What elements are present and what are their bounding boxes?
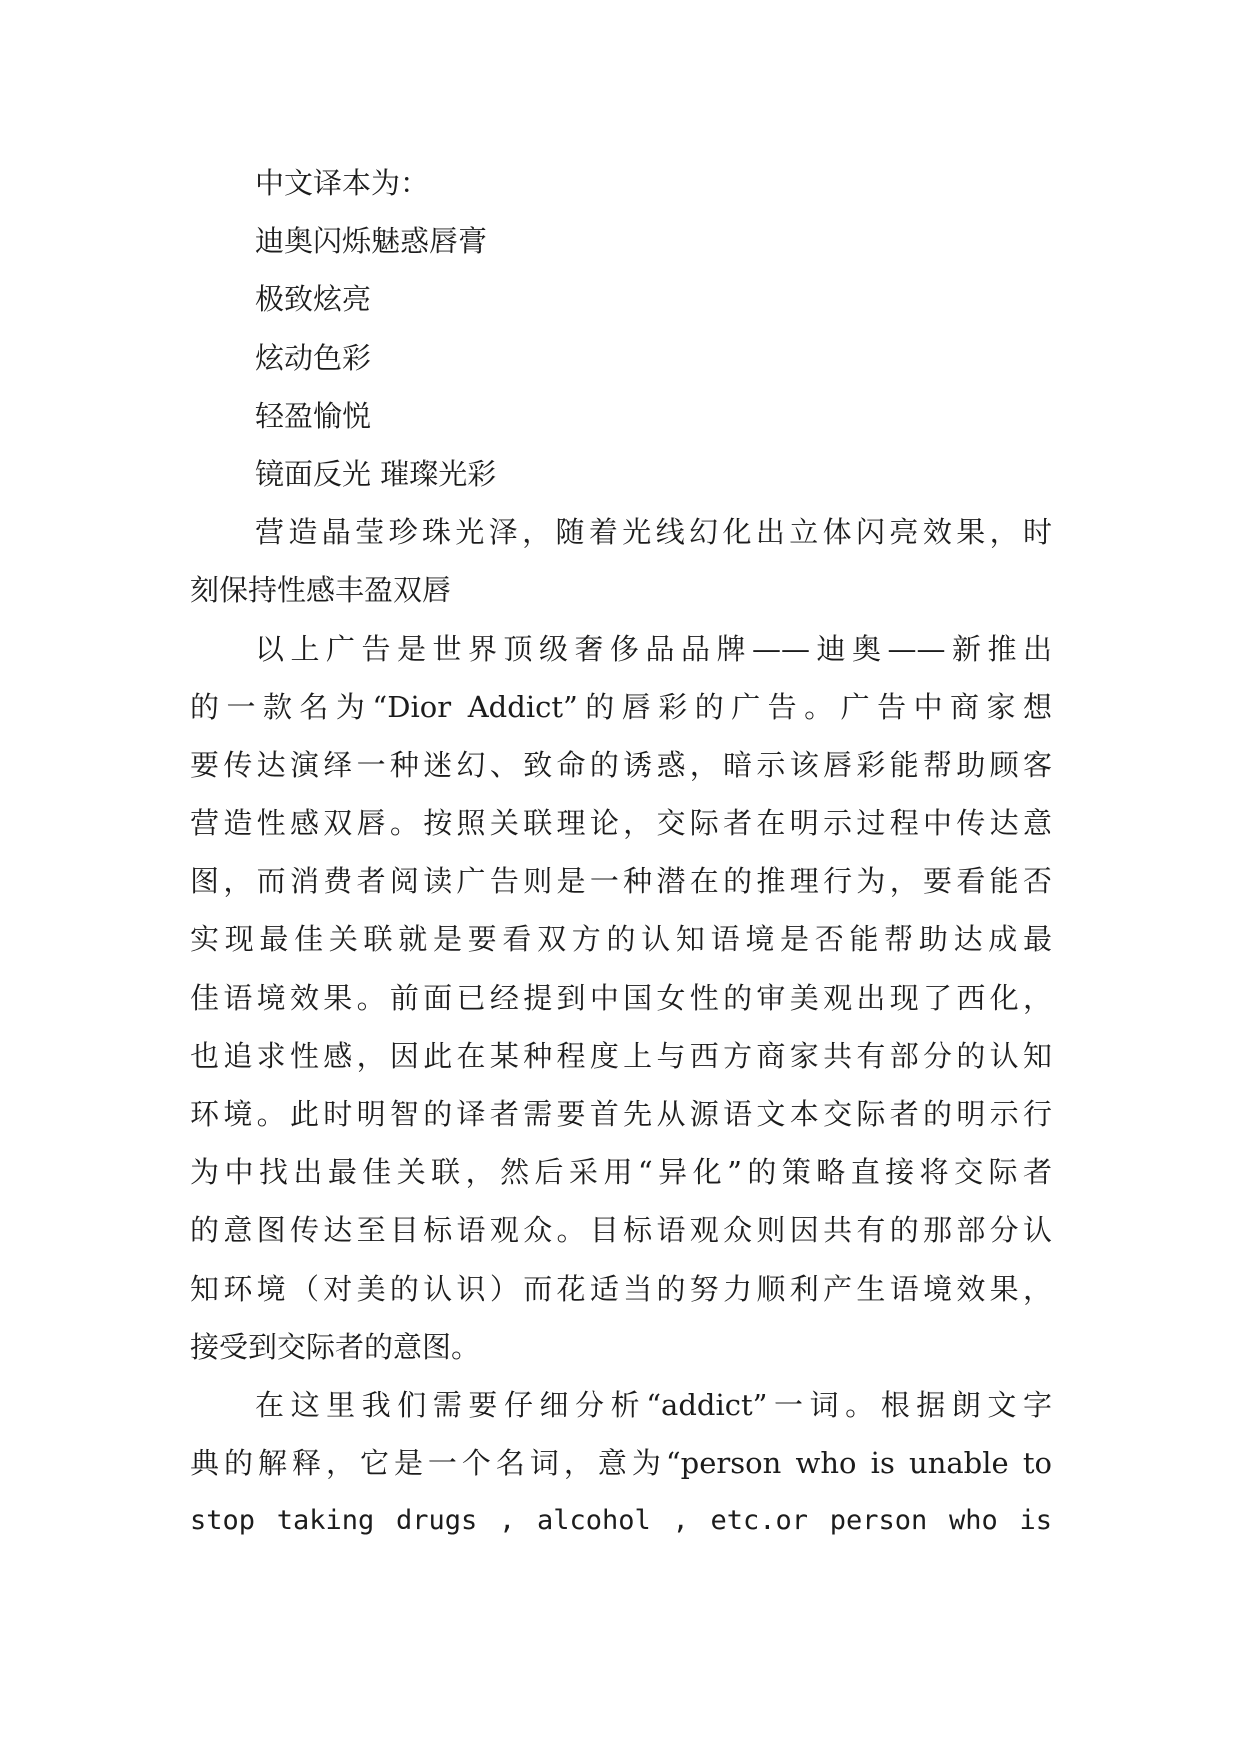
paragraph-line: stop taking drugs , alcohol , etc.or person who is — [190, 1505, 1052, 1537]
translation-line: 极致炫亮 — [255, 282, 372, 317]
paragraph-line: 的意图传达至目标语观众。目标语观众则因共有的那部分认 — [190, 1213, 1052, 1248]
paragraph-line: 也追求性感，因此在某种程度上与西方商家共有部分的认知 — [190, 1038, 1052, 1073]
paragraph-line: 的一款名为“Dior Addict”的唇彩的广告。广告中商家想 — [190, 689, 1052, 724]
paragraph-line: 营造晶莹珍珠光泽，随着光线幻化出立体闪亮效果，时 — [255, 515, 1052, 550]
translation-line: 轻盈愉悦 — [255, 398, 372, 433]
paragraph-line: 图，而消费者阅读广告则是一种潜在的推理行为，要看能否 — [190, 864, 1052, 899]
paragraph-line: 以上广告是世界顶级奢侈品品牌——迪奥——新推出 — [255, 631, 1052, 666]
paragraph-line: 实现最佳关联就是要看双方的认知语境是否能帮助达成最 — [190, 922, 1052, 957]
paragraph-line: 在这里我们需要仔细分析“addict”一词。根据朗文字 — [255, 1387, 1052, 1422]
paragraph-line: 知环境（对美的认识）而花适当的努力顺利产生语境效果， — [190, 1271, 1052, 1306]
paragraph-line: 刻保持性感丰盈双唇 — [190, 573, 452, 608]
paragraph-line: 要传达演绎一种迷幻、致命的诱惑，暗示该唇彩能帮助顾客 — [190, 747, 1052, 782]
paragraph-line: 典的解释，它是一个名词，意为“person who is unable to — [190, 1446, 1052, 1481]
document-body — [190, 154, 1052, 1551]
paragraph-line: 环境。此时明智的译者需要首先从源语文本交际者的明示行 — [190, 1097, 1052, 1131]
translation-intro-line: 中文译本为： — [255, 166, 430, 200]
paragraph-line: 佳语境效果。前面已经提到中国女性的审美观出现了西化， — [190, 980, 1052, 1015]
translation-line: 迪奥闪烁魅惑唇膏 — [255, 224, 488, 259]
translation-line: 炫动色彩 — [255, 340, 372, 375]
paragraph-line: 接受到交际者的意图。 — [190, 1329, 481, 1364]
paragraph-line: 为中找出最佳关联，然后采用“异化”的策略直接将交际者 — [190, 1155, 1052, 1190]
paragraph-line: 营造性感双唇。按照关联理论，交际者在明示过程中传达意 — [190, 806, 1052, 841]
translation-line: 镜面反光 璀璨光彩 — [255, 456, 497, 491]
